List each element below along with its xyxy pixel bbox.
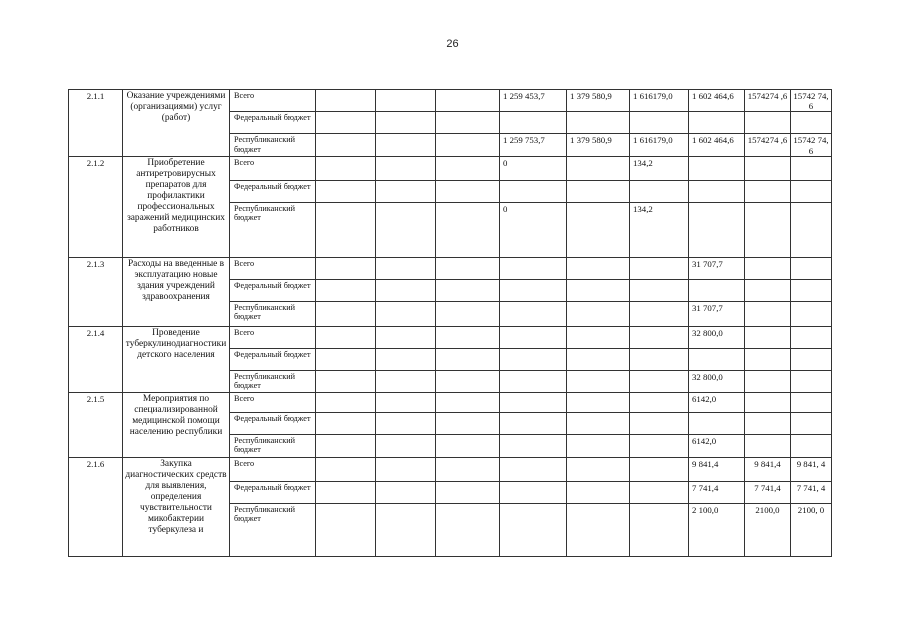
amount-cell [630,326,689,348]
amount-cell [791,348,832,370]
amount-cell [567,112,630,134]
amount-cell [791,202,832,257]
amount-cell [630,348,689,370]
amount-cell [436,348,500,370]
amount-cell: 6142,0 [689,434,745,457]
amount-cell [689,202,745,257]
item-code: 2.1.1 [69,90,123,157]
amount-cell: 31 707,7 [689,257,745,279]
amount-cell [567,434,630,457]
amount-cell [316,301,376,326]
item-name: Оказание учреждениями (организациями) услуг (работ) [123,90,230,157]
amount-cell [316,434,376,457]
amount-cell [316,481,376,503]
amount-cell [500,326,567,348]
amount-cell [689,412,745,434]
funding-source: Федеральный бюджет [230,348,316,370]
amount-cell [630,392,689,412]
funding-source: Всего [230,156,316,180]
amount-cell [567,503,630,556]
amount-cell [567,202,630,257]
amount-cell [500,412,567,434]
amount-cell [689,279,745,301]
amount-cell [316,257,376,279]
amount-cell [745,301,791,326]
amount-cell: 1 602 464,6 [689,134,745,156]
table-row [69,326,832,348]
amount-cell: 7 741, 4 [791,481,832,503]
amount-cell [376,180,436,202]
amount-cell [316,457,376,481]
funding-source: Федеральный бюджет [230,481,316,503]
amount-cell [500,257,567,279]
amount-cell [791,112,832,134]
funding-source: Республиканский бюджет [230,503,316,556]
funding-source: Федеральный бюджет [230,412,316,434]
funding-source: Федеральный бюджет [230,279,316,301]
amount-cell [567,348,630,370]
amount-cell [316,134,376,156]
funding-source: Федеральный бюджет [230,180,316,202]
amount-cell [436,90,500,112]
amount-cell: 7 741,4 [689,481,745,503]
amount-cell [745,156,791,180]
amount-cell [567,412,630,434]
amount-cell [745,326,791,348]
amount-cell [500,392,567,412]
item-name: Проведение туберкулинодиагностики детского населения [123,326,230,392]
amount-cell [376,112,436,134]
item-code: 2.1.4 [69,326,123,392]
amount-cell: 6142,0 [689,392,745,412]
amount-cell [500,370,567,392]
item-code: 2.1.2 [69,156,123,257]
amount-cell [630,434,689,457]
table-row [69,156,832,180]
amount-cell [567,392,630,412]
amount-cell [376,348,436,370]
amount-cell [745,370,791,392]
amount-cell [436,434,500,457]
amount-cell [630,457,689,481]
funding-source: Республиканский бюджет [230,134,316,156]
amount-cell: 31 707,7 [689,301,745,326]
amount-cell: 0 [500,202,567,257]
amount-cell [630,112,689,134]
amount-cell: 9 841,4 [689,457,745,481]
amount-cell [567,257,630,279]
amount-cell [436,370,500,392]
item-code: 2.1.5 [69,392,123,457]
amount-cell [376,279,436,301]
amount-cell [376,326,436,348]
table-row [69,457,832,481]
amount-cell [567,156,630,180]
item-code: 2.1.3 [69,257,123,326]
amount-cell [630,503,689,556]
amount-cell [745,112,791,134]
amount-cell [791,257,832,279]
amount-cell [376,503,436,556]
amount-cell [376,457,436,481]
amount-cell [630,301,689,326]
amount-cell [436,412,500,434]
amount-cell: 9 841, 4 [791,457,832,481]
amount-cell: 2 100,0 [689,503,745,556]
funding-source: Республиканский бюджет [230,370,316,392]
funding-source: Республиканский бюджет [230,202,316,257]
amount-cell [316,180,376,202]
amount-cell [316,112,376,134]
amount-cell [316,348,376,370]
amount-cell [791,180,832,202]
table-row [69,90,832,112]
amount-cell [376,134,436,156]
amount-cell: 1 616179,0 [630,134,689,156]
amount-cell [500,180,567,202]
amount-cell: 1 379 580,9 [567,90,630,112]
amount-cell [630,279,689,301]
amount-cell: 9 841,4 [745,457,791,481]
amount-cell [500,434,567,457]
amount-cell [689,112,745,134]
amount-cell [500,503,567,556]
funding-source: Всего [230,457,316,481]
amount-cell [791,156,832,180]
amount-cell [436,257,500,279]
amount-cell [791,392,832,412]
item-name: Расходы на введенные в эксплуатацию новые здания учреждений здравоохранения [123,257,230,326]
amount-cell [376,434,436,457]
amount-cell [791,279,832,301]
amount-cell: 1574274 ,6 [745,90,791,112]
item-code: 2.1.6 [69,457,123,556]
amount-cell [689,156,745,180]
amount-cell [500,481,567,503]
item-name: Приобретение антиретровирусных препаратов для профилактики профессиональных заражений медицинских работников [123,156,230,257]
amount-cell: 15742 74,6 [791,90,832,112]
amount-cell [791,370,832,392]
amount-cell [567,180,630,202]
funding-source: Всего [230,392,316,412]
amount-cell [436,202,500,257]
amount-cell [436,301,500,326]
amount-cell [376,392,436,412]
amount-cell: 1 259 453,7 [500,90,567,112]
amount-cell: 0 [500,156,567,180]
amount-cell [745,180,791,202]
amount-cell [316,412,376,434]
amount-cell [630,370,689,392]
amount-cell [436,134,500,156]
amount-cell: 7 741,4 [745,481,791,503]
amount-cell [436,457,500,481]
amount-cell: 2100, 0 [791,503,832,556]
amount-cell [316,326,376,348]
item-name: Мероприятия по специализированной медицинской помощи населению республики [123,392,230,457]
amount-cell [689,180,745,202]
amount-cell [376,90,436,112]
table-row [69,392,832,412]
amount-cell [791,301,832,326]
amount-cell [567,481,630,503]
amount-cell [316,279,376,301]
amount-cell [436,392,500,412]
amount-cell [436,503,500,556]
amount-cell [376,370,436,392]
amount-cell [376,257,436,279]
amount-cell [376,481,436,503]
page-number: 26 [446,38,459,50]
amount-cell [376,156,436,180]
amount-cell [500,457,567,481]
funding-source: Всего [230,90,316,112]
amount-cell: 134,2 [630,156,689,180]
amount-cell: 1574274 ,6 [745,134,791,156]
funding-source: Республиканский бюджет [230,301,316,326]
amount-cell [316,503,376,556]
amount-cell [745,348,791,370]
amount-cell [791,326,832,348]
amount-cell [436,326,500,348]
amount-cell [500,301,567,326]
amount-cell [745,392,791,412]
funding-source: Всего [230,257,316,279]
amount-cell: 15742 74,6 [791,134,832,156]
amount-cell [436,481,500,503]
amount-cell [567,326,630,348]
amount-cell [316,202,376,257]
amount-cell: 1 259 753,7 [500,134,567,156]
amount-cell [567,301,630,326]
amount-cell: 32 800,0 [689,370,745,392]
amount-cell [316,156,376,180]
amount-cell [436,156,500,180]
amount-cell [316,370,376,392]
table-row [69,257,832,279]
amount-cell [689,348,745,370]
amount-cell [376,412,436,434]
amount-cell [630,481,689,503]
funding-source: Федеральный бюджет [230,112,316,134]
amount-cell: 1 616179,0 [630,90,689,112]
amount-cell [791,434,832,457]
funding-source: Всего [230,326,316,348]
amount-cell [316,392,376,412]
amount-cell [745,202,791,257]
amount-cell [316,90,376,112]
amount-cell [567,279,630,301]
amount-cell [567,457,630,481]
amount-cell [745,434,791,457]
amount-cell [436,112,500,134]
amount-cell [791,412,832,434]
amount-cell [567,370,630,392]
amount-cell [745,279,791,301]
amount-cell: 1 602 464,6 [689,90,745,112]
amount-cell [436,180,500,202]
amount-cell [630,257,689,279]
item-name: Закупка диагностических средств для выявления, определения чувствительности микобактерии туберкулеза и [123,457,230,556]
budget-table [68,89,832,557]
amount-cell [436,279,500,301]
amount-cell: 134,2 [630,202,689,257]
amount-cell: 2100,0 [745,503,791,556]
amount-cell [630,180,689,202]
amount-cell [745,257,791,279]
amount-cell [745,412,791,434]
amount-cell [376,202,436,257]
amount-cell [500,348,567,370]
amount-cell: 1 379 580,9 [567,134,630,156]
amount-cell [500,112,567,134]
amount-cell [630,412,689,434]
amount-cell [376,301,436,326]
amount-cell: 32 800,0 [689,326,745,348]
funding-source: Республиканский бюджет [230,434,316,457]
amount-cell [500,279,567,301]
